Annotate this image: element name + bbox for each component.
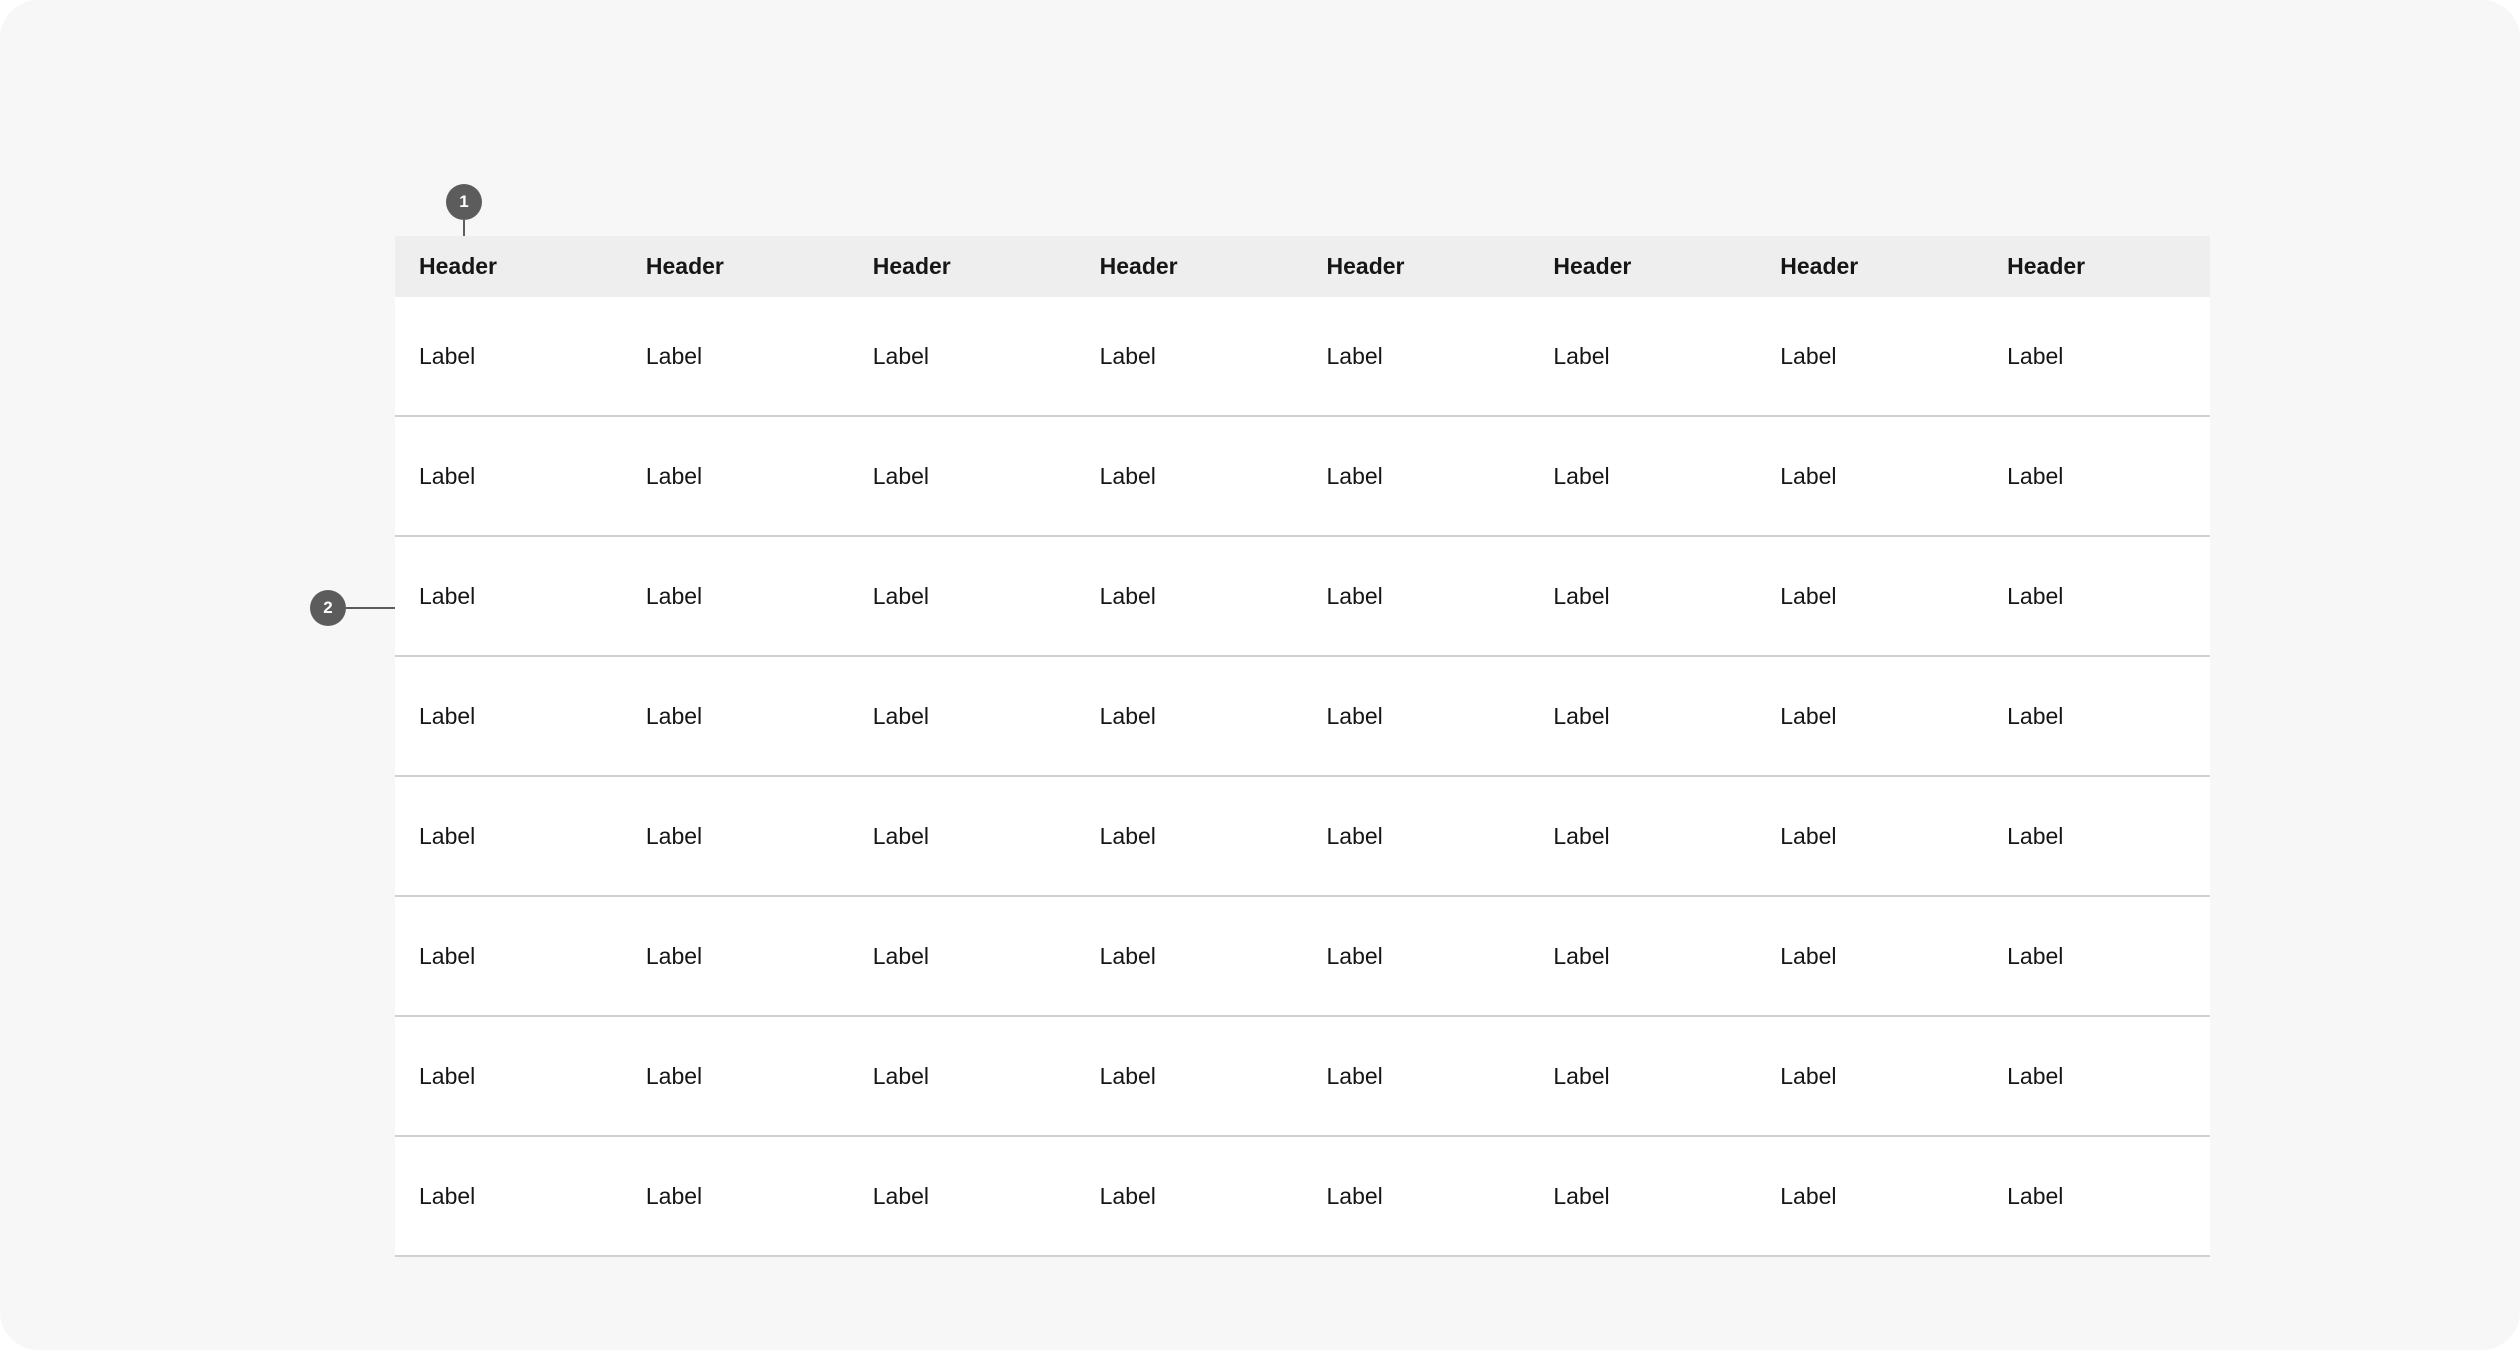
table-cell: Label	[1553, 1062, 1610, 1089]
table-cell: Label	[1326, 822, 1383, 849]
table-cell: Label	[2007, 462, 2064, 489]
annotation-marker-2: 2	[310, 590, 346, 626]
table-cell: Label	[1780, 822, 1837, 849]
table-cell: Label	[872, 1062, 930, 1089]
table-cell: Label	[2007, 822, 2064, 849]
table-cell: Label	[1553, 822, 1610, 849]
table-cell: Label	[2007, 942, 2064, 969]
column-header[interactable]: Header	[1553, 253, 1632, 279]
table-cell: Label	[1780, 462, 1837, 489]
table-cell: Label	[419, 462, 476, 489]
table-cell: Label	[1780, 942, 1837, 969]
column-header[interactable]: Header	[872, 253, 951, 279]
table-cell: Label	[1099, 1182, 1156, 1209]
table-cell: Label	[1553, 462, 1610, 489]
table-row[interactable]	[395, 537, 2210, 657]
table-cell: Label	[1553, 1182, 1610, 1209]
table-cell: Label	[1099, 1062, 1156, 1089]
data-table	[395, 236, 2210, 1257]
table-cell: Label	[1099, 342, 1156, 369]
table-cell: Label	[1553, 942, 1610, 969]
table-cell: Label	[1553, 702, 1610, 729]
annotation-marker-1: 1	[446, 184, 482, 220]
table-cell: Label	[419, 702, 476, 729]
table-cell: Label	[2007, 582, 2064, 609]
table-cell: Label	[1099, 942, 1156, 969]
table-cell: Label	[645, 342, 703, 369]
table-cell: Label	[1780, 1062, 1837, 1089]
table-cell: Label	[419, 582, 476, 609]
column-header[interactable]: Header	[645, 253, 724, 279]
table-cell: Label	[2007, 1062, 2064, 1089]
table-row[interactable]	[395, 297, 2210, 417]
table-row[interactable]	[395, 777, 2210, 897]
table-cell: Label	[872, 462, 930, 489]
table-cell: Label	[1099, 702, 1156, 729]
table-cell: Label	[1326, 582, 1383, 609]
column-header[interactable]: Header	[1326, 253, 1405, 279]
table-cell: Label	[1553, 342, 1610, 369]
table-cell: Label	[419, 342, 476, 369]
table-cell: Label	[2007, 1182, 2064, 1209]
table-body	[395, 297, 2210, 1257]
table-cell: Label	[645, 462, 703, 489]
table-cell: Label	[1326, 1182, 1383, 1209]
table-cell: Label	[645, 582, 703, 609]
table-cell: Label	[1326, 462, 1383, 489]
table-cell: Label	[1326, 702, 1383, 729]
table-cell: Label	[645, 942, 703, 969]
table-row[interactable]	[395, 417, 2210, 537]
table-cell: Label	[872, 342, 930, 369]
column-header[interactable]: Header	[2007, 253, 2086, 279]
table-cell: Label	[419, 822, 476, 849]
table-cell: Label	[645, 822, 703, 849]
table-cell: Label	[2007, 342, 2064, 369]
column-header[interactable]: Header	[1099, 253, 1178, 279]
table-header-row	[395, 236, 2210, 297]
table-cell: Label	[1780, 702, 1837, 729]
table-cell: Label	[1326, 342, 1383, 369]
column-header[interactable]: Header	[1780, 253, 1859, 279]
table-cell: Label	[645, 1182, 703, 1209]
table-cell: Label	[419, 942, 476, 969]
table-cell: Label	[1553, 582, 1610, 609]
table-cell: Label	[1326, 942, 1383, 969]
table-row[interactable]	[395, 657, 2210, 777]
table-row[interactable]	[395, 897, 2210, 1017]
table-cell: Label	[1780, 342, 1837, 369]
table-cell: Label	[872, 1182, 930, 1209]
table-cell: Label	[872, 822, 930, 849]
table-cell: Label	[1099, 822, 1156, 849]
column-header[interactable]: Header	[419, 253, 497, 279]
table-cell: Label	[419, 1182, 476, 1209]
table-cell: Label	[645, 702, 703, 729]
annotation-leader-2	[346, 607, 396, 609]
table-cell: Label	[2007, 702, 2064, 729]
table-row[interactable]	[395, 1017, 2210, 1137]
table-cell: Label	[1780, 1182, 1837, 1209]
table-cell: Label	[1326, 1062, 1383, 1089]
table-cell: Label	[872, 942, 930, 969]
table-cell: Label	[1099, 462, 1156, 489]
table-cell: Label	[1099, 582, 1156, 609]
table-row[interactable]	[395, 1137, 2210, 1257]
table-cell: Label	[872, 582, 930, 609]
table-cell: Label	[645, 1062, 703, 1089]
table-cell: Label	[872, 702, 930, 729]
table-cell: Label	[419, 1062, 476, 1089]
table-cell: Label	[1780, 582, 1837, 609]
